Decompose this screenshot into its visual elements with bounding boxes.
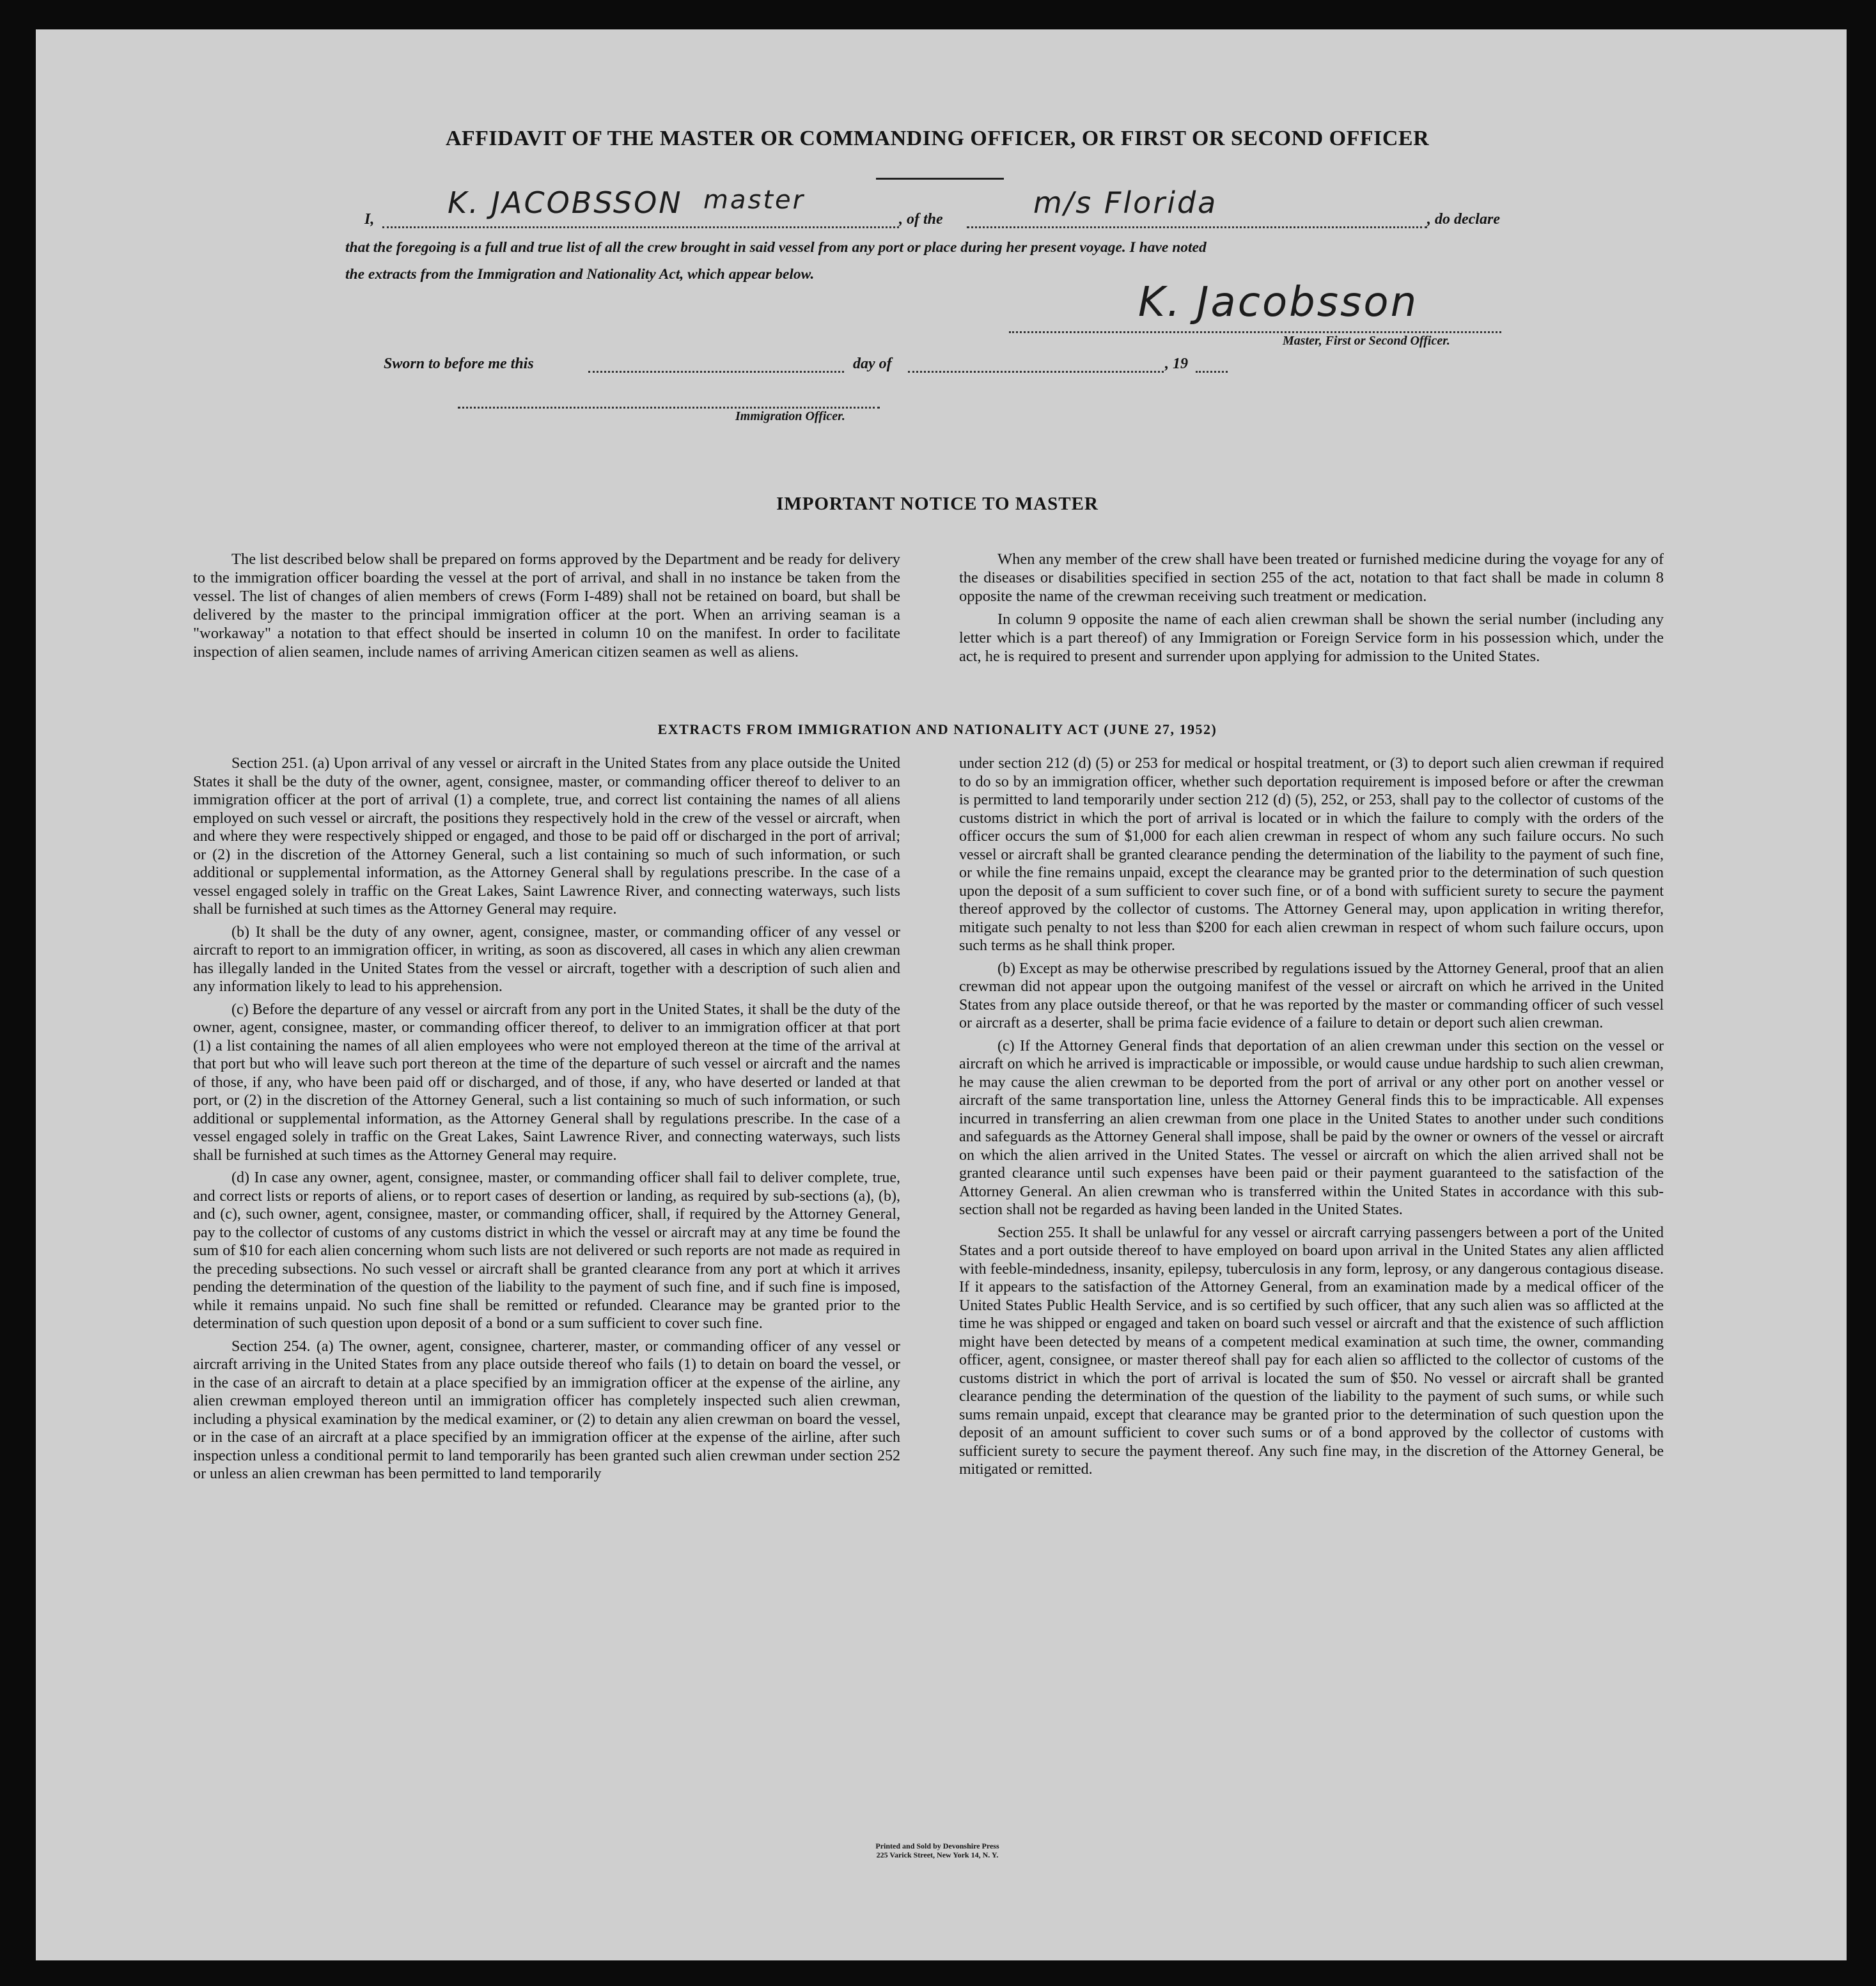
name-line [382, 226, 899, 228]
signature-line [1009, 331, 1501, 333]
extracts-left-column [193, 755, 900, 1488]
statement-line-1: that the foregoing is a full and true list of all the crew brought in said vessel from any port or place during her present voyage. I have noted [345, 239, 1207, 256]
section-251d: (d) In case any owner, agent, consignee, master, or commanding officer shall fail to deliver complete, true, and correct lists or reports of aliens, or to report cases of desertion or landing, as required by sub-sections (a), (b), and (c), such owner, agent, consignee, master, or commanding officer, shall, if required by the Attorney General, pay to the collector of customs of any customs district in which the vessel or aircraft may at any time be found the sum of $10 for each alien concerning whom such lists are not delivered or such reports are not made as required in the preceding subsections. No such vessel or aircraft shall be granted clearance from any port at which it arrives pending the determination of the question of the liability to the payment of such fine, and if such fine is imposed, while it remains unpaid. No such fine shall be remitted or refunded. Clearance may be granted prior to the determination of such question upon deposit of a bond or a sum sufficient to cover such fine. [193, 1169, 900, 1332]
section-251c: (c) Before the departure of any vessel or aircraft from any port in the United States, it shall be the duty of the owner, agent, consignee, master, or commanding officer thereof, to deliver to an immigration officer at that port (1) a list containing the names of all alien employees who were not employed thereon at the time of the arrival at that port but who will leave such port thereon at the time of the departure of such vessel or aircraft and the names of those, if any, who have been paid off or discharged, and of those, if any, who have deserted or landed at that port, or (2) in the discretion of the Attorney General, such a list containing so much of such information, or such additional or supplemental information, as the Attorney General shall by regulations prescribe. In the case of a vessel engaged solely in traffic on the Great Lakes, Saint Lawrence River, and connecting waterways, such lists shall be furnished at such times as the Attorney General may require. [193, 1001, 900, 1164]
of-the-label: , of the [899, 211, 943, 228]
section-255: Section 255. It shall be unlawful for any vessel or aircraft carrying passengers between a port of the United States and a port outside thereof to have employed on board upon arrival in the United States any alien afflicted with feeble-mindedness, insanity, epilepsy, tuberculosis in any form, leprosy, or any dangerous contagious disease. If it appears to the satisfaction of the Attorney General, from an examination made by a medical officer of the United States Public Health Service, and is so certified by such officer, that any such alien was so afflicted at the time he was shipped or engaged and taken on board such vessel or aircraft and that the existence of such affliction might have been detected by means of a competent medical examination at such time, the owner, commanding officer, agent, consignee, or master thereof shall pay for each alien so afflicted to the collector of customs of the customs district in which the port of arrival is located the sum of $50. No vessel or aircraft shall be granted clearance pending the determination of the question of the liability to the payment of such sums, or while such sums remain unpaid, except that clearance may be granted prior to the determination of such question upon the deposit of an amount sufficient to cover such sums or of a bond approved by the collector of customs with sufficient surety to secure the payment thereof. Any such fine may, in the discretion of the Attorney General, be mitigated or remitted. [959, 1224, 1664, 1478]
notice-title: IMPORTANT NOTICE TO MASTER [776, 494, 1098, 514]
handwritten-rank: master [703, 185, 806, 215]
i-label: I, [364, 211, 375, 228]
printer-line-1: Printed and Sold by Devonshire Press [875, 1841, 999, 1850]
vessel-line [967, 226, 1427, 228]
immigration-officer-label: Immigration Officer. [735, 409, 845, 423]
sworn-label: Sworn to before me this [384, 356, 534, 372]
statement-line-2: the extracts from the Immigration and Nationality Act, which appear below. [345, 266, 815, 283]
notice-left-text: The list described below shall be prepared on forms approved by the Department and be ready for delivery to the immigration officer boarding the vessel at the port of arrival, and shall in no instance be taken from the vessel. The list of changes of alien members of crews (Form I-489) shall not be retained on board, but shall be delivered by the master to the principal immigration officer at the port. When an arriving seaman is a "workaway" a notation to that effect should be inserted in column 10 on the manifest. In order to facilitate inspection of alien seamen, include names of arriving American citizen seamen as well as aliens. [193, 551, 900, 661]
section-254c: (c) If the Attorney General finds that deportation of an alien crewman under this section on the vessel or aircraft on which he arrived is impracticable or impossible, or would cause undue hardship to such alien crewman, he may cause the alien crewman to be deported from the port of arrival or any other port on another vessel or aircraft of the same transportation line, unless the Attorney General finds this to be impracticable. All expenses incurred in transferring an alien crewman from one place in the United States to another under such conditions and safeguards as the Attorney General shall impose, shall be paid by the owner or owners of the vessel or aircraft on which the alien arrived in the United States. The vessel or aircraft on which the alien arrived shall not be granted clearance until such expenses have been paid or their payment guaranteed to the satisfaction of the Attorney General. An alien crewman who is transferred within the United States in accordance with this sub-section shall not be regarded as having been landed in the United States. [959, 1037, 1664, 1218]
section-251a: Section 251. (a) Upon arrival of any vessel or aircraft in the United States from any place outside the United States it shall be the duty of the owner, agent, consignee, master, or commanding officer thereof to deliver to an immigration officer at the port of arrival (1) a complete, true, and correct list containing the names of all aliens employed on such vessel or aircraft, the positions they respectively hold in the crew of the vessel or aircraft, when and where they were respectively shipped or engaged, and those to be paid off or discharged in the port of arrival; or (2) in the discretion of the Attorney General, such a list containing so much of such information, or such additional or supplemental information, as the Attorney General shall by regulations prescribe. In the case of a vessel engaged solely in traffic on the Great Lakes, Saint Lawrence River, and connecting waterways, such lists shall be furnished at such times as the Attorney General may require. [193, 755, 900, 918]
handwritten-vessel: m/s Florida [1033, 185, 1218, 220]
notice-left-column [193, 550, 900, 666]
section-254b: (b) Except as may be otherwise prescribed by regulations issued by the Attorney General, proof that an alien crewman did not appear upon the outgoing manifest of the vessel or aircraft on which he arrived in the United States from any place outside thereof, or that he was reported by the master or commanding officer of such vessel or aircraft as a deserter, shall be prima facie evidence of a failure to detain or deport such alien crewman. [959, 960, 1664, 1031]
notice-right-column [959, 550, 1664, 670]
affidavit-title: AFFIDAVIT OF THE MASTER OR COMMANDING OFFICER, OR FIRST OR SECOND OFFICER [445, 127, 1430, 150]
extracts-title: EXTRACTS FROM IMMIGRATION AND NATIONALITY ACT (JUNE 27, 1952) [657, 721, 1217, 737]
signature: K. Jacobsson [1138, 279, 1419, 326]
notice-right-paragraph-1: When any member of the crew shall have been treated or furnished medicine during the voyage for any of the diseases or disabilities specified in section 255 of the act, notation to that fact shall be made in column 8 opposite the name of the crewman receiving such treatment or medication. [959, 551, 1664, 605]
handwritten-name: K. JACOBSSON [448, 185, 683, 220]
section-254a: Section 254. (a) The owner, agent, consignee, charterer, master, or commanding officer of any vessel or aircraft arriving in the United States from any place outside thereof who fails (1) to detain on board the vessel, or in the case of an aircraft to detain at a place specified by an immigration officer at the expense of the airline, any alien crewman employed thereon until an immigration officer has completely inspected such alien crewman, including a physical examination by the medical examiner, or (2) to detain any alien crewman on board the vessel, or in the case of an aircraft at a place specified by an immigration officer at the expense of the airline, after such inspection unless a conditional permit to land temporarily has been granted such alien crewman under section 252 or unless an alien crewman has been permitted to land temporarily [193, 1338, 900, 1482]
title-rule [876, 178, 1004, 180]
day-of-label: day of [853, 356, 892, 372]
declare-label: , do declare [1427, 211, 1500, 228]
sworn-month-line [908, 371, 1164, 373]
notice-right-paragraph-2: In column 9 opposite the name of each alien crewman shall be shown the serial number (including any letter which is a part thereof) of any Immigration or Foreign Service form in his possession which, under the act, he is required to present and surrender upon applying for admission to the United States. [959, 611, 1664, 665]
sworn-day-line [588, 371, 844, 373]
section-254a-continued: under section 212 (d) (5) or 253 for medical or hospital treatment, or (3) to deport such alien crewman if required to do so by an immigration officer, whether such deportation requirement is imposed before or after the crewman is permitted to land temporarily under section 212 (d) (5), 252, or 253, shall pay to the collector of customs of the customs district in which the port of arrival is located or in which the failure to comply with the orders of the officer occurs the sum of $1,000 for each alien crewman in respect of whom any such failure occurs. No such vessel or aircraft shall be granted clearance pending the determination of the liability to the payment of such fine, or while the fine remains unpaid, except the clearance may be granted prior to the determination of such question upon the deposit of a sum sufficient to cover such fine, or of a bond with sufficient surety to secure the payment thereof approved by the collector of customs. The Attorney General may, upon application in writing therefor, mitigate such penalty to not less than $200 for each alien crewman in respect of whom such failure occurs, upon such terms as he shall think proper. [959, 755, 1664, 954]
section-251b: (b) It shall be the duty of any owner, agent, consignee, master, or commanding officer of any vessel or aircraft to report to an immigration officer, in writing, as soon as discovered, all cases in which any alien crewman has illegally landed in the United States from the vessel or aircraft, together with a description of such alien and any information likely to lead to his apprehension. [193, 923, 900, 995]
extracts-right-column [959, 755, 1664, 1483]
year-line [1196, 371, 1228, 373]
signature-caption: Master, First or Second Officer. [1283, 334, 1450, 348]
year-prefix: , 19 [1165, 356, 1188, 372]
printer-imprint [809, 1841, 1065, 1859]
immigration-officer-line [458, 407, 880, 409]
printer-line-2: 225 Varick Street, New York 14, N. Y. [876, 1850, 999, 1859]
